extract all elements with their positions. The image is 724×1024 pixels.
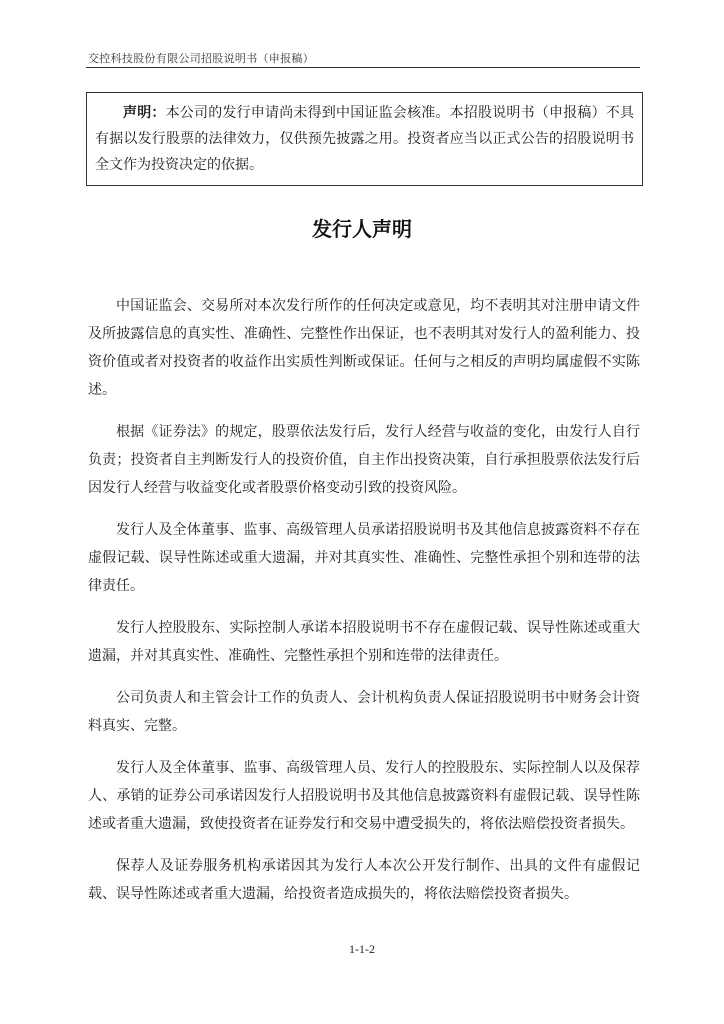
statement-body [88,292,640,922]
paragraph: 根据《证券法》的规定，股票依法发行后，发行人经营与收益的变化，由发行人自行负责；投资者自主判断发行人的投资价值，自主作出投资决策，自行承担股票依法发行后因发行人经营与收益变化或者股票价格变动引致的投资风险。 [88,424,640,496]
paragraph: 发行人及全体董事、监事、高级管理人员、发行人的控股股东、实际控制人以及保荐人、承销的证券公司承诺因发行人招股说明书及其他信息披露资料有虚假记载、误导性陈述或者重大遗漏，致使投资者在证券发行和交易中遭受损失的，将依法赔偿投资者损失。 [88,760,640,832]
document-header: 交控科技股份有限公司招股说明书（申报稿） [88,52,314,65]
page-title: 发行人声明 [312,217,412,241]
paragraph: 保荐人及证券服务机构承诺因其为发行人本次公开发行制作、出具的文件有虚假记载、误导性陈述或者重大遗漏，给投资者造成损失的，将依法赔偿投资者损失。 [88,858,640,902]
disclaimer-label: 声明： [123,105,166,121]
page-number: 1-1-2 [349,942,375,956]
header-divider [86,67,640,68]
paragraph: 中国证监会、交易所对本次发行所作的任何决定或意见，均不表明其对注册申请文件及所披露信息的真实性、准确性、完整性作出保证，也不表明其对发行人的盈利能力、投资价值或者对投资者的收益作出实质性判断或保证。任何与之相反的声明均属虚假不实陈述。 [88,298,640,398]
disclaimer-box [86,92,643,186]
paragraph: 公司负责人和主管会计工作的负责人、会计机构负责人保证招股说明书中财务会计资料真实、完整。 [88,690,640,734]
paragraph: 发行人及全体董事、监事、高级管理人员承诺招股说明书及其他信息披露资料不存在虚假记载、误导性陈述或重大遗漏，并对其真实性、准确性、完整性承担个别和连带的法律责任。 [88,522,640,594]
disclaimer-text: 本公司的发行申请尚未得到中国证监会核准。本招股说明书（申报稿）不具有据以发行股票的法律效力，仅供预先披露之用。投资者应当以正式公告的招股说明书全文作为投资决定的依据。 [95,105,635,173]
paragraph: 发行人控股股东、实际控制人承诺本招股说明书不存在虚假记载、误导性陈述或重大遗漏，并对其真实性、准确性、完整性承担个别和连带的法律责任。 [88,620,640,664]
